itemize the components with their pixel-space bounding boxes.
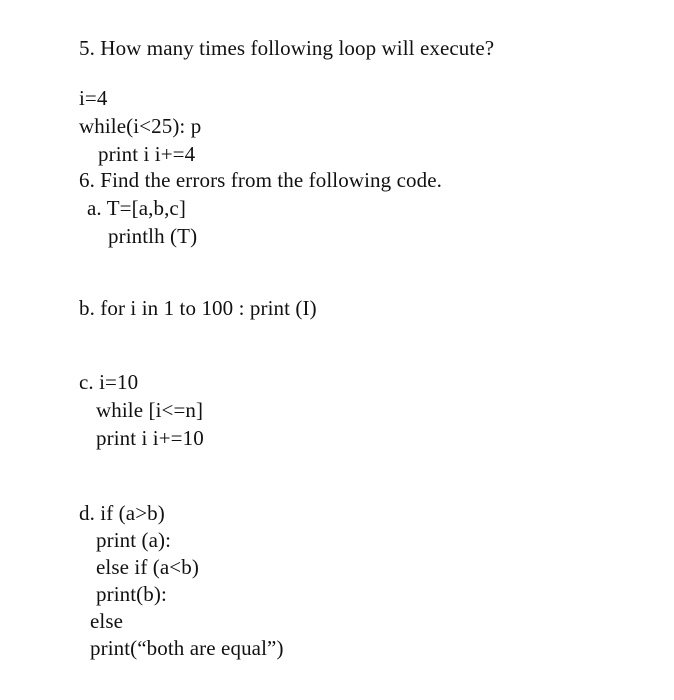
q6-part-a-line-2: printlh (T) (108, 224, 198, 248)
q6-part-d-line-3: else if (a<b) (96, 555, 199, 579)
q6-part-d-line-2: print (a): (96, 528, 172, 552)
question-6-text: 6. Find the errors from the following code. (79, 168, 442, 192)
q5-code-line-1: i=4 (79, 86, 108, 110)
q6-part-d-line-1: d. if (a>b) (79, 501, 165, 525)
q5-code-line-3: print i i+=4 (98, 142, 196, 166)
q6-part-a-line-1: a. T=[a,b,c] (87, 196, 186, 220)
q6-part-b-line-1: b. for i in 1 to 100 : print (I) (79, 296, 317, 320)
q6-part-c-line-2: while [i<=n] (96, 398, 204, 422)
q6-part-c-line-3: print i i+=10 (96, 426, 204, 450)
question-5-text: 5. How many times following loop will execute? (79, 36, 495, 60)
q6-part-d-line-6: print(“both are equal”) (90, 636, 284, 660)
q5-code-line-2: while(i<25): p (79, 114, 202, 138)
q6-part-d-line-5: else (90, 609, 124, 633)
q6-part-d-line-4: print(b): (96, 582, 167, 606)
q6-part-c-line-1: c. i=10 (79, 370, 139, 394)
